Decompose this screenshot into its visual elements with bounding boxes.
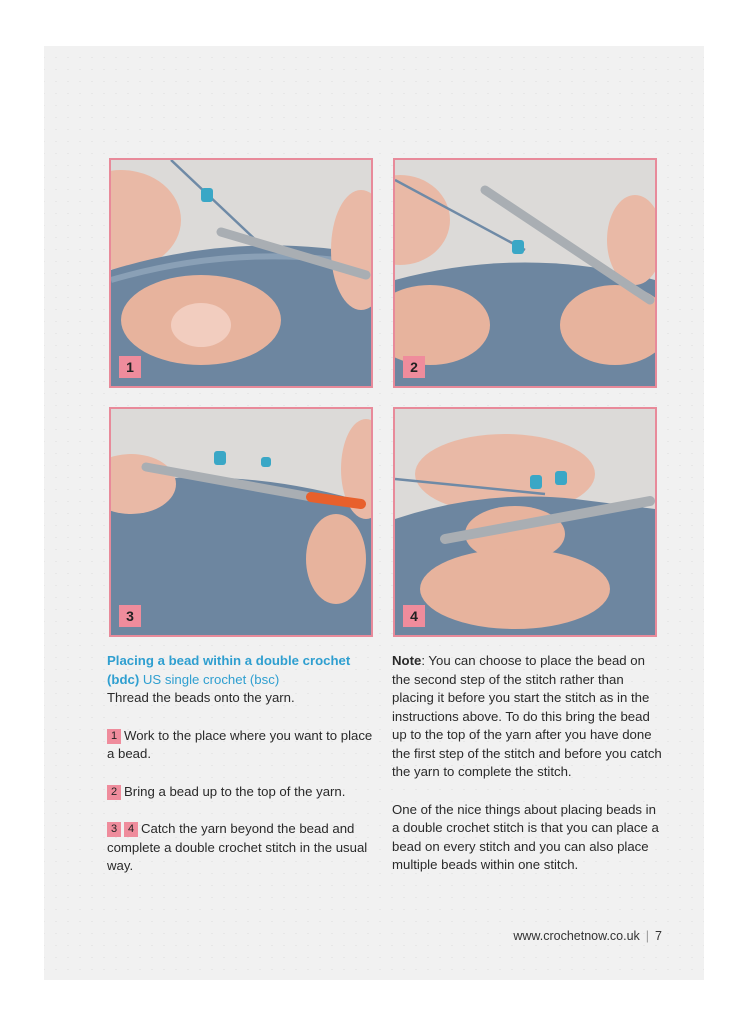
photo-number-badge: 3 bbox=[119, 605, 141, 627]
step-badge: 1 bbox=[107, 729, 121, 744]
photo-number-badge: 1 bbox=[119, 356, 141, 378]
step-photo-2 bbox=[393, 158, 657, 388]
step-badge: 2 bbox=[107, 785, 121, 800]
section-heading-block bbox=[107, 652, 377, 708]
step-photo-4 bbox=[393, 407, 657, 637]
step-photo-1 bbox=[109, 158, 373, 388]
website-url: www.crochetnow.co.uk bbox=[513, 929, 640, 943]
page-footer bbox=[513, 929, 662, 943]
note-paragraph bbox=[392, 652, 662, 782]
instructions-column bbox=[107, 652, 377, 895]
tip-paragraph: One of the nice things about placing beads in a double crochet stitch is that you can place a bead on every stitch and you can also place multiple beads within one stitch. bbox=[392, 801, 659, 872]
photo-illustration-4 bbox=[395, 409, 655, 635]
step-text: Work to the place where you want to place a bead. bbox=[107, 727, 373, 761]
photo-number-badge: 4 bbox=[403, 605, 425, 627]
section-heading: Placing a bead within a double crochet (bdc) bbox=[107, 653, 351, 687]
photo-illustration-1 bbox=[111, 160, 371, 386]
step-2 bbox=[107, 783, 377, 802]
step-badge: 4 bbox=[124, 822, 138, 837]
step-1 bbox=[107, 727, 377, 764]
step-text: Bring a bead up to the top of the yarn. bbox=[124, 783, 346, 799]
photo-number-badge: 2 bbox=[403, 356, 425, 378]
notes-column bbox=[392, 652, 662, 894]
step-badge: 3 bbox=[107, 822, 121, 837]
footer-separator: | bbox=[645, 929, 650, 943]
step-photo-3 bbox=[109, 407, 373, 637]
step-3-4 bbox=[107, 820, 377, 876]
note-label: Note bbox=[392, 653, 422, 668]
step-text: Catch the yarn beyond the bead and complete a double crochet stitch in the usual way. bbox=[107, 821, 368, 873]
note-text: : You can choose to place the bead on the second step of the stitch rather than placing it before you start the stitch as in the instructions above. To do this bring the bead up to the top of the yarn after you have done the first step of the stitch and before you catch the yarn to complete the stitch. bbox=[392, 653, 662, 779]
intro-text: Thread the beads onto the yarn. bbox=[107, 690, 295, 705]
photo-illustration-2 bbox=[395, 160, 655, 386]
us-term: US single crochet (bsc) bbox=[142, 671, 280, 687]
photo-illustration-3 bbox=[111, 409, 371, 635]
page-number: 7 bbox=[655, 929, 662, 943]
